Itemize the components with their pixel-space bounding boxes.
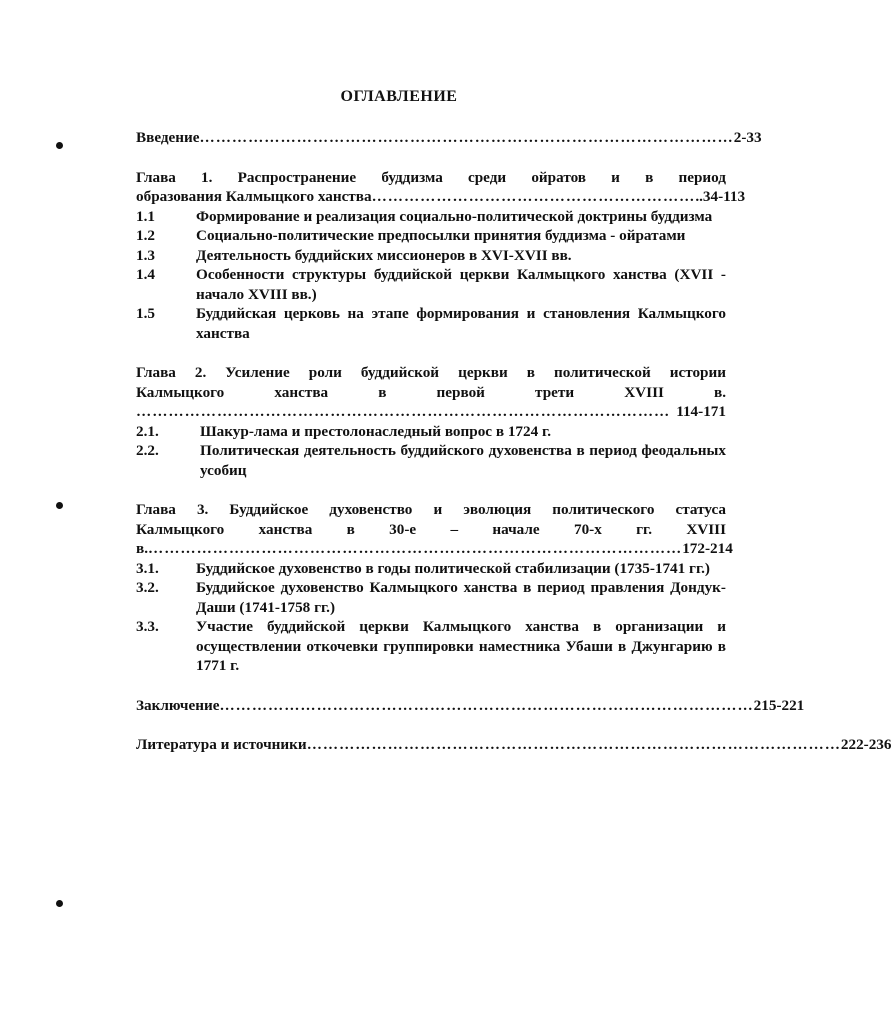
section-title: Политическая деятельность буддийского духовенства в период феодальных усобиц	[200, 442, 726, 479]
chapter-title-line: Глава 1. Распространение буддизма среди ойратов и в период	[136, 168, 726, 186]
toc-entry-label: Заключение	[136, 696, 220, 714]
toc-chapter-1	[136, 168, 746, 344]
leader-dots: ………………………………………………………………………………………	[148, 540, 683, 557]
toc-entry-introduction	[136, 128, 762, 148]
chapter-sections	[136, 422, 726, 481]
toc-entry-pages: 222-236	[840, 736, 892, 753]
leader-dots: ………………………………………………………………………………………	[136, 403, 671, 420]
section-number: 1.5	[136, 305, 155, 322]
punch-hole-mark-middle	[56, 502, 63, 509]
section-number: 1.1	[136, 207, 155, 225]
section-title: Буддийское духовенство в годы политической стабилизации (1735-1741 гг.)	[196, 559, 710, 577]
toc-entry-pages: 2-33	[733, 129, 762, 146]
section-title: Буддийская церковь на этапе формирования и становления Калмыцкого ханства	[196, 305, 726, 342]
section-number: 2.1.	[136, 422, 159, 440]
chapter-title-line: Калмыцкого ханства в первой трети XVIII в.	[136, 383, 726, 401]
list-item	[136, 246, 726, 266]
list-item	[136, 441, 726, 480]
section-title: Деятельность буддийских миссионеров в XVI-XVII вв.	[196, 246, 572, 264]
toc-entry-pages: 215-221	[753, 696, 805, 714]
list-item	[136, 578, 726, 617]
list-item	[136, 226, 726, 246]
list-item	[136, 265, 726, 304]
section-number: 2.2.	[136, 442, 159, 459]
chapter-title-line-with-pages	[136, 187, 746, 207]
leader-dots: ………………………………………………………………………………………	[306, 736, 841, 753]
toc-chapter-3	[136, 500, 733, 676]
chapter-title-line: Глава 3. Буддийское духовенство и эволюция политического статуса	[136, 501, 726, 518]
punch-hole-mark-bottom	[56, 900, 63, 907]
section-title: Особенности структуры буддийской церкви Калмыцкого ханства (XVII - начало XVIII вв.)	[196, 266, 726, 303]
punch-hole-mark-top	[56, 142, 63, 149]
page-title: ОГЛАВЛЕНИЕ	[340, 88, 458, 105]
list-item	[136, 617, 726, 676]
chapter-pages: 114-171	[676, 403, 726, 420]
section-number: 1.3	[136, 246, 155, 264]
toc-chapter-2	[136, 363, 726, 480]
section-title: Участие буддийской церкви Калмыцкого ханства в организации и осуществлении откочевки группировки наместника Убаши в Джунгарию в 1771 г.	[196, 618, 726, 674]
chapter-title-tail: образования Калмыцкого ханства	[136, 188, 372, 205]
chapter-pages-line	[136, 402, 726, 422]
section-number: 1.4	[136, 266, 155, 283]
toc-entry-label: Литература и источники	[136, 736, 307, 753]
section-number: 3.2.	[136, 579, 159, 596]
list-item	[136, 559, 726, 579]
section-title: Социально-политические предпосылки принятия буддизма - ойратами	[196, 227, 686, 244]
chapter-title-tail: в.	[136, 540, 148, 557]
list-item	[136, 304, 726, 343]
chapter-title-line-with-pages	[136, 539, 733, 559]
table-of-contents	[136, 128, 892, 755]
list-item	[136, 422, 726, 442]
leader-dots: ………………………………………………………………………………………	[199, 129, 734, 146]
section-number: 3.1.	[136, 559, 159, 577]
section-number: 3.3.	[136, 618, 159, 635]
toc-entry-label: Введение	[136, 129, 200, 146]
section-title: Формирование и реализация социально-политической доктрины буддизма	[196, 207, 713, 225]
section-title: Шакур-лама и престолонаследный вопрос в 1724 г.	[200, 422, 551, 440]
toc-entry-conclusion	[136, 696, 805, 716]
leader-dots: ………………………………………………………………………………………	[219, 696, 754, 714]
chapter-pages: ..34-113	[695, 188, 746, 205]
section-number: 1.2	[136, 227, 155, 244]
section-title: Буддийское духовенство Калмыцкого ханства в период правления Дондук-Даши (1741-1758 гг.)	[196, 579, 726, 616]
chapter-sections	[136, 207, 726, 344]
leader-dots: ……………………………………………………	[371, 188, 696, 205]
toc-entry-literature	[136, 735, 892, 755]
chapter-title-line: Глава 2. Усиление роли буддийской церкви в политической истории	[136, 364, 726, 381]
chapter-sections	[136, 559, 726, 676]
chapter-pages: 172-214	[682, 540, 733, 557]
list-item	[136, 207, 726, 227]
chapter-title-line: Калмыцкого ханства в 30-е – начале 70-х гг. XVIII	[136, 520, 726, 538]
